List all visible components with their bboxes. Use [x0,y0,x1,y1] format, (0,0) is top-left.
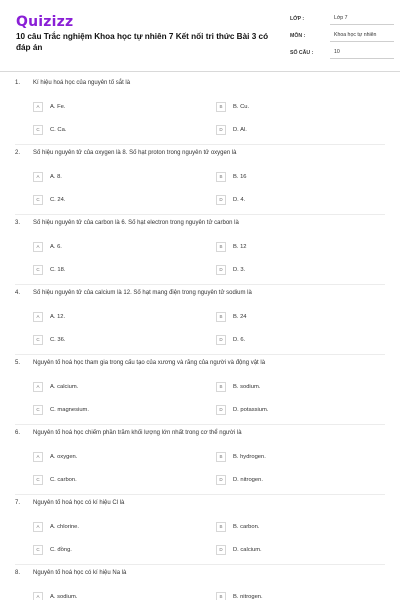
question-number: 5. [15,360,21,366]
answer-option-b[interactable] [216,521,259,532]
meta-key-subject: MÔN : [290,33,306,39]
question-text: Số hiệu nguyên tử của calcium là 12. Số hạt mang điện trong nguyên tử sodium là [33,290,252,296]
option-text: D. Al. [233,126,247,133]
option-text: B. nitrogen. [233,593,263,600]
option-text: C. 24. [50,196,66,203]
question-text: Số hiệu nguyên tử của carbon là 6. Số hạt electron trong nguyên tử carbon là [33,220,239,226]
option-text: A. 12. [50,313,66,320]
option-letter-box[interactable]: D [216,265,226,275]
option-text: C. đồng. [50,546,72,553]
answer-option-d[interactable] [216,474,263,485]
option-text: B. Cu. [233,103,250,110]
option-letter-box[interactable]: C [33,405,43,415]
option-letter-box[interactable]: C [33,335,43,345]
answer-option-a[interactable] [33,171,62,182]
option-text: A. 8. [50,173,62,180]
option-letter-box[interactable]: B [216,172,226,182]
option-letter-box[interactable]: D [216,125,226,135]
question-number: 1. [15,80,21,86]
option-text: A. Fe. [50,103,66,110]
meta-key-count: SỐ CÂU : [290,50,314,56]
option-letter-box[interactable]: B [216,102,226,112]
option-letter-box[interactable]: A [33,522,43,532]
answer-option-d[interactable] [216,124,247,135]
option-text: B. carbon. [233,523,260,530]
question-4 [0,290,400,360]
option-text: B. hydrogen. [233,453,266,460]
meta-row-grade [290,10,394,25]
question-divider [15,284,385,285]
question-divider [15,424,385,425]
meta-row-count [290,44,394,59]
answer-option-d[interactable] [216,194,245,205]
option-letter-box[interactable]: D [216,405,226,415]
option-text: D. calcium. [233,546,262,553]
option-text: D. 3. [233,266,246,273]
question-6 [0,430,400,500]
option-text: C. magnesium. [50,406,89,413]
option-letter-box[interactable]: C [33,545,43,555]
answer-option-a[interactable] [33,101,65,112]
question-divider [15,354,385,355]
meta-value-grade: Lớp 7 [330,15,394,25]
option-letter-box[interactable]: B [216,452,226,462]
answer-option-a[interactable] [33,451,77,462]
question-divider [15,564,385,565]
option-letter-box[interactable]: C [33,125,43,135]
question-8 [0,570,400,600]
option-text: B. 12 [233,243,247,250]
question-number: 6. [15,430,21,436]
answer-option-d[interactable] [216,404,268,415]
option-letter-box[interactable]: A [33,102,43,112]
question-divider [15,494,385,495]
option-text: D. 4. [233,196,246,203]
answer-option-d[interactable] [216,544,262,555]
question-2 [0,150,400,220]
question-text: Nguyên tố hoá học tham gia trong cấu tạo của xương và răng của người và động vật là [33,360,266,366]
option-text: A. sodium. [50,593,78,600]
option-text: B. 16 [233,173,247,180]
answer-option-d[interactable] [216,264,245,275]
option-text: B. sodium. [233,383,261,390]
option-text: A. 6. [50,243,62,250]
option-text: C. carbon. [50,476,77,483]
answer-option-c[interactable] [33,334,65,345]
option-text: A. oxygen. [50,453,78,460]
option-text: C. Ca. [50,126,67,133]
question-1 [0,80,400,150]
question-text: Số hiệu nguyên tử của oxygen là 8. Số hạt proton trong nguyên tử oxygen là [33,150,237,156]
worksheet-header [0,0,400,72]
option-letter-box[interactable]: D [216,195,226,205]
answer-option-b[interactable] [216,451,266,462]
option-letter-box[interactable]: C [33,195,43,205]
option-letter-box[interactable]: A [33,172,43,182]
option-letter-box[interactable]: A [33,452,43,462]
option-text: C. 18. [50,266,66,273]
option-letter-box[interactable]: B [216,242,226,252]
option-text: D. 6. [233,336,246,343]
question-text: Kí hiệu hoá học của nguyên tố sắt là [33,80,131,86]
question-5 [0,360,400,430]
worksheet-meta [290,10,394,61]
question-number: 8. [15,570,21,576]
option-letter-box[interactable]: A [33,312,43,322]
option-text: D. potassium. [233,406,269,413]
option-text: A. calcium. [50,383,79,390]
answer-option-b[interactable] [216,171,247,182]
answer-option-a[interactable] [33,381,78,392]
answer-option-d[interactable] [216,334,245,345]
question-number: 7. [15,500,21,506]
answer-option-a[interactable] [33,591,77,600]
option-letter-box[interactable]: A [33,592,43,600]
question-divider [15,144,385,145]
option-letter-box[interactable]: D [216,335,226,345]
question-divider [15,214,385,215]
question-3 [0,220,400,290]
question-text: Nguyên tố hoá học chiếm phần trăm khối lượng lớn nhất trong cơ thể người là [33,430,242,436]
option-letter-box[interactable]: B [216,312,226,322]
question-number: 4. [15,290,21,296]
meta-value-count: 10 [330,49,394,59]
option-text: A. chlorine. [50,523,79,530]
answer-option-c[interactable] [33,544,72,555]
answer-option-b[interactable] [216,381,260,392]
answer-option-a[interactable] [33,521,79,532]
option-letter-box[interactable]: A [33,242,43,252]
option-letter-box[interactable]: C [33,475,43,485]
option-letter-box[interactable]: B [216,592,226,600]
answer-option-a[interactable] [33,311,65,322]
question-text: Nguyên tố hoá học có kí hiệu Cl là [33,500,125,506]
option-letter-box[interactable]: A [33,382,43,392]
answer-option-b[interactable] [216,101,249,112]
answer-option-c[interactable] [33,264,65,275]
option-letter-box[interactable]: C [33,265,43,275]
answer-option-c[interactable] [33,404,89,415]
option-letter-box[interactable]: B [216,522,226,532]
question-number: 3. [15,220,21,226]
answer-option-c[interactable] [33,474,77,485]
option-letter-box[interactable]: B [216,382,226,392]
option-letter-box[interactable]: D [216,475,226,485]
quizizz-logo: Quizizz [16,14,74,30]
answer-option-b[interactable] [216,591,263,600]
answer-option-c[interactable] [33,124,66,135]
answer-option-a[interactable] [33,241,62,252]
question-number: 2. [15,150,21,156]
option-text: C. 36. [50,336,66,343]
option-letter-box[interactable]: D [216,545,226,555]
answer-option-b[interactable] [216,241,247,252]
answer-option-c[interactable] [33,194,65,205]
option-text: D. nitrogen. [233,476,263,483]
answer-option-b[interactable] [216,311,247,322]
option-text: B. 24 [233,313,247,320]
question-text: Nguyên tố hoá học có kí hiệu Na là [33,570,127,576]
question-7 [0,500,400,570]
meta-key-grade: LỚP : [290,16,305,22]
meta-row-subject [290,27,394,42]
worksheet-title: 10 câu Trắc nghiệm Khoa học tự nhiên 7 Kết nối tri thức Bài 3 có đáp án [16,32,269,52]
meta-value-subject: Khoa học tự nhiên [330,32,394,42]
